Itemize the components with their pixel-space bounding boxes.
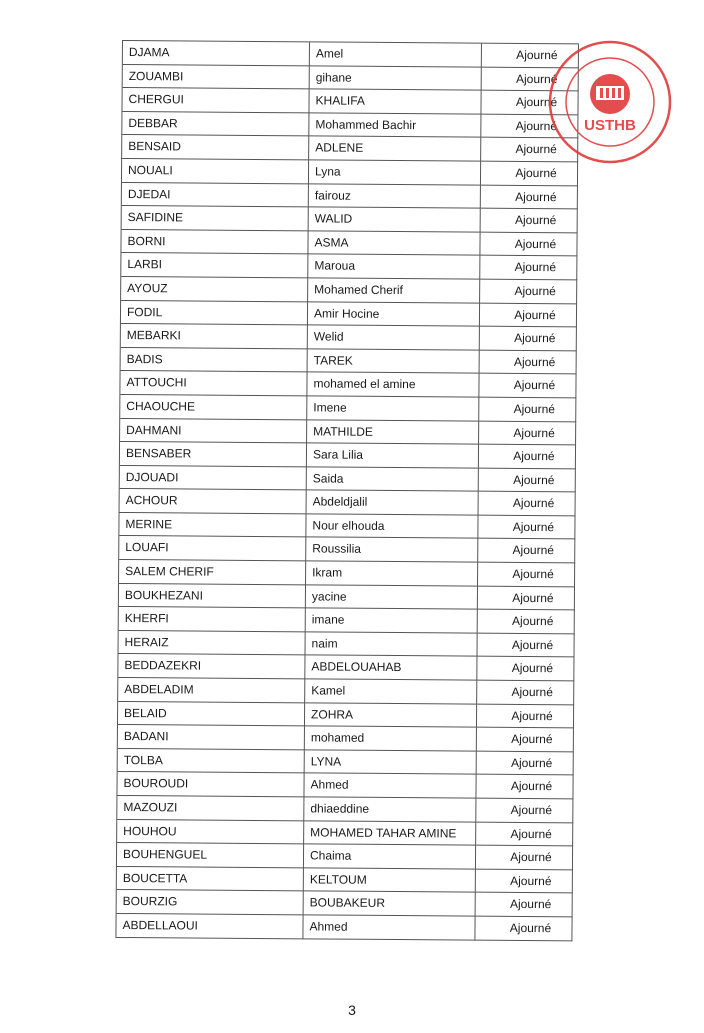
results-table: [115, 40, 579, 941]
stamp-text: USTHB: [584, 117, 636, 134]
last-name-cell: BENSAID: [122, 135, 309, 160]
last-name-cell: LOUAFI: [119, 536, 306, 561]
table-row: [116, 914, 572, 941]
first-name-cell: KELTOUM: [304, 868, 476, 893]
table-row: [118, 678, 574, 705]
status-cell: Ajourné: [480, 280, 577, 304]
status-cell: Ajourné: [477, 728, 574, 752]
table-row: [120, 442, 576, 469]
status-cell: Ajourné: [476, 799, 573, 823]
table-row: [122, 183, 578, 210]
status-cell: Ajourné: [477, 704, 574, 728]
status-cell: Ajourné: [478, 563, 575, 587]
status-cell: Ajourné: [481, 209, 578, 233]
first-name-cell: WALID: [309, 208, 481, 233]
first-name-cell: Sara Lilia: [307, 443, 479, 468]
table-row: [117, 867, 573, 894]
table-row: [117, 843, 573, 870]
last-name-cell: BOUROUDI: [117, 772, 304, 797]
status-cell: Ajourné: [476, 775, 573, 799]
first-name-cell: Roussilia: [306, 538, 478, 563]
last-name-cell: ABDELADIM: [118, 678, 305, 703]
status-cell: Ajourné: [478, 516, 575, 540]
first-name-cell: mohamed: [305, 727, 477, 752]
last-name-cell: ABDELLAOUI: [116, 914, 303, 939]
table-row: [121, 324, 577, 351]
status-cell: Ajourné: [482, 44, 579, 68]
table-row: [120, 418, 576, 445]
table-row: [118, 725, 574, 752]
first-name-cell: TAREK: [308, 349, 480, 374]
first-name-cell: ZOHRA: [305, 703, 477, 728]
last-name-cell: ACHOUR: [120, 489, 307, 514]
last-name-cell: SALEM CHERIF: [119, 560, 306, 585]
first-name-cell: Maroua: [308, 255, 480, 280]
first-name-cell: imane: [306, 609, 478, 634]
table-row: [122, 112, 578, 139]
first-name-cell: mohamed el amine: [307, 373, 479, 398]
last-name-cell: BADIS: [121, 348, 308, 373]
first-name-cell: ABDELOUAHAB: [305, 656, 477, 681]
first-name-cell: Ahmed: [304, 774, 476, 799]
status-cell: Ajourné: [477, 633, 574, 657]
last-name-cell: BADANI: [118, 725, 305, 750]
status-cell: Ajourné: [480, 327, 577, 351]
last-name-cell: LARBI: [121, 253, 308, 278]
table-row: [122, 206, 578, 233]
status-cell: Ajourné: [480, 256, 577, 280]
table-row: [121, 301, 577, 328]
first-name-cell: ASMA: [308, 231, 480, 256]
last-name-cell: AYOUZ: [121, 277, 308, 302]
table-row: [122, 159, 578, 186]
last-name-cell: BENSABER: [120, 442, 307, 467]
first-name-cell: Nour elhouda: [306, 514, 478, 539]
last-name-cell: MERINE: [119, 513, 306, 538]
table-row: [121, 253, 577, 280]
status-cell: Ajourné: [479, 468, 576, 492]
status-cell: Ajourné: [479, 445, 576, 469]
first-name-cell: Lyna: [309, 160, 481, 185]
first-name-cell: fairouz: [309, 184, 481, 209]
table-row: [118, 654, 574, 681]
last-name-cell: HERAIZ: [118, 631, 305, 656]
status-cell: Ajourné: [481, 91, 578, 115]
last-name-cell: ZOUAMBI: [123, 65, 310, 90]
first-name-cell: Mohamed Cherif: [308, 278, 480, 303]
status-cell: Ajourné: [476, 893, 573, 917]
table-row: [118, 631, 574, 658]
table-row: [120, 466, 576, 493]
first-name-cell: LYNA: [305, 750, 477, 775]
table-row: [122, 135, 578, 162]
status-cell: Ajourné: [479, 421, 576, 445]
last-name-cell: SAFIDINE: [122, 206, 309, 231]
last-name-cell: KHERFI: [119, 607, 306, 632]
last-name-cell: BOURZIG: [117, 890, 304, 915]
first-name-cell: MATHILDE: [307, 420, 479, 445]
status-cell: Ajourné: [481, 138, 578, 162]
first-name-cell: gihane: [310, 66, 482, 91]
last-name-cell: CHAOUCHE: [120, 395, 307, 420]
status-cell: Ajourné: [475, 917, 572, 941]
table-row: [122, 88, 578, 115]
table-row: [117, 796, 573, 823]
first-name-cell: ADLENE: [309, 137, 481, 162]
first-name-cell: Ahmed: [303, 915, 475, 940]
last-name-cell: MAZOUZI: [117, 796, 304, 821]
first-name-cell: Amir Hocine: [308, 302, 480, 327]
last-name-cell: DJEDAI: [122, 183, 309, 208]
first-name-cell: Kamel: [305, 679, 477, 704]
table-row: [121, 348, 577, 375]
table-row: [117, 772, 573, 799]
table-row: [119, 584, 575, 611]
status-cell: Ajourné: [480, 350, 577, 374]
status-cell: Ajourné: [481, 162, 578, 186]
status-cell: Ajourné: [478, 539, 575, 563]
first-name-cell: yacine: [306, 585, 478, 610]
table-row: [123, 65, 579, 92]
last-name-cell: BOUKHEZANI: [119, 584, 306, 609]
first-name-cell: Welid: [308, 325, 480, 350]
last-name-cell: ATTOUCHI: [120, 371, 307, 396]
last-name-cell: BEDDAZEKRI: [118, 654, 305, 679]
table-row: [119, 560, 575, 587]
last-name-cell: NOUALI: [122, 159, 309, 184]
status-cell: Ajourné: [476, 869, 573, 893]
status-cell: Ajourné: [481, 114, 578, 138]
status-cell: Ajourné: [476, 846, 573, 870]
table-row: [119, 536, 575, 563]
table-row: [117, 890, 573, 917]
status-cell: Ajourné: [482, 67, 579, 91]
status-cell: Ajourné: [477, 657, 574, 681]
first-name-cell: Abdeldjalil: [307, 491, 479, 516]
table-row: [121, 277, 577, 304]
table-row: [121, 230, 577, 257]
first-name-cell: Amel: [310, 42, 482, 67]
first-name-cell: Imene: [307, 396, 479, 421]
table-row: [120, 489, 576, 516]
table-row: [119, 513, 575, 540]
first-name-cell: Ikram: [306, 561, 478, 586]
table-row: [118, 749, 574, 776]
last-name-cell: MEBARKI: [121, 324, 308, 349]
last-name-cell: BORNI: [121, 230, 308, 255]
table-row: [117, 820, 573, 847]
table-row: [120, 371, 576, 398]
last-name-cell: DJOUADI: [120, 466, 307, 491]
status-cell: Ajourné: [476, 822, 573, 846]
last-name-cell: HOUHOU: [117, 820, 304, 845]
status-cell: Ajourné: [477, 751, 574, 775]
first-name-cell: Mohammed Bachir: [309, 113, 481, 138]
status-cell: Ajourné: [479, 374, 576, 398]
last-name-cell: BOUCETTA: [117, 867, 304, 892]
last-name-cell: BELAID: [118, 702, 305, 727]
last-name-cell: CHERGUI: [122, 88, 309, 113]
first-name-cell: Saida: [307, 467, 479, 492]
table-row: [123, 41, 579, 68]
faculty-stamp: [546, 38, 674, 166]
last-name-cell: TOLBA: [118, 749, 305, 774]
first-name-cell: Chaima: [304, 845, 476, 870]
status-cell: Ajourné: [478, 586, 575, 610]
last-name-cell: FODIL: [121, 301, 308, 326]
first-name-cell: naim: [305, 632, 477, 657]
status-cell: Ajourné: [477, 681, 574, 705]
table-row: [120, 395, 576, 422]
status-cell: Ajourné: [480, 303, 577, 327]
page-number: 3: [348, 1002, 356, 1018]
table-row: [118, 702, 574, 729]
first-name-cell: BOUBAKEUR: [304, 892, 476, 917]
first-name-cell: KHALIFA: [309, 90, 481, 115]
status-cell: Ajourné: [479, 398, 576, 422]
last-name-cell: BOUHENGUEL: [117, 843, 304, 868]
first-name-cell: dhiaeddine: [304, 797, 476, 822]
table-row: [119, 607, 575, 634]
first-name-cell: MOHAMED TAHAR AMINE: [304, 821, 476, 846]
status-cell: Ajourné: [478, 610, 575, 634]
last-name-cell: DEBBAR: [122, 112, 309, 137]
last-name-cell: DAHMANI: [120, 418, 307, 443]
status-cell: Ajourné: [479, 492, 576, 516]
status-cell: Ajourné: [480, 232, 577, 256]
last-name-cell: DJAMA: [123, 41, 310, 66]
status-cell: Ajourné: [481, 185, 578, 209]
